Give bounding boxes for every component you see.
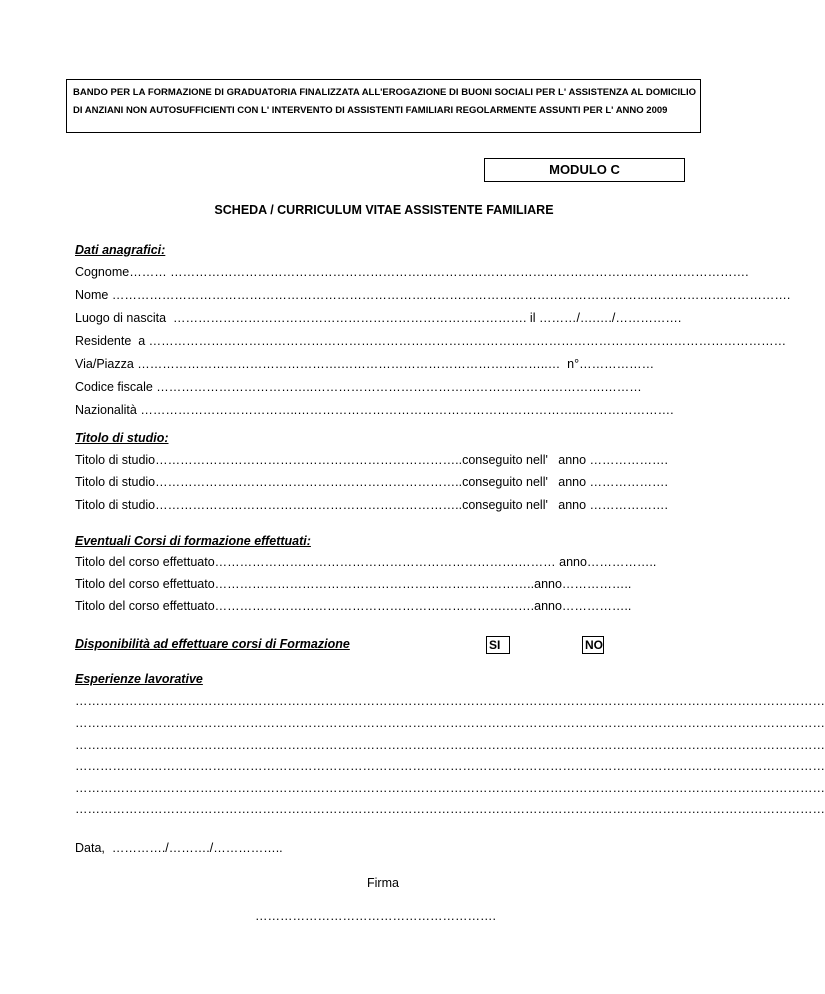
titolo-studio-field-1[interactable]: Titolo di studio………………………………………………………………..conseguito nell' anno ……………….: [75, 453, 669, 467]
esperienze-line-4[interactable]: ………………………………………………………………………………………………………………………………………………………………: [75, 759, 825, 773]
corso-field-3[interactable]: Titolo del corso effettuato…………………………………………………………….…….anno……………..: [75, 599, 632, 613]
data-field[interactable]: Data, …………./………./……………..: [75, 841, 283, 855]
esperienze-line-6[interactable]: ………………………………………………………………………………………………………………………………………………………………: [75, 802, 825, 816]
esperienze-line-2[interactable]: ………………………………………………………………………………………………………………………………………………………………: [75, 716, 825, 730]
nome-field[interactable]: Nome ……………………………………………………………………………………………………………………………………………….: [75, 288, 791, 302]
esperienze-line-1[interactable]: ………………………………………………………………………………………………………………………………………………………………: [75, 694, 825, 708]
esperienze-heading: Esperienze lavorative: [75, 672, 203, 686]
dati-anagrafici-heading: Dati anagrafici:: [75, 243, 166, 257]
disponibilita-heading: Disponibilità ad effettuare corsi di Formazione: [75, 637, 350, 651]
corsi-heading: Eventuali Corsi di formazione effettuati:: [75, 534, 311, 548]
no-checkbox[interactable]: NO: [582, 636, 604, 654]
residente-field[interactable]: Residente a ………………………………………………………………………………………………………………………………………: [75, 334, 787, 348]
corso-field-1[interactable]: Titolo del corso effettuato……………………………………………………………….……… anno……………..: [75, 555, 657, 569]
cognome-field[interactable]: Cognome……… ………………………………………………………………………………………………………………………….: [75, 265, 749, 279]
nazionalita-field[interactable]: Nazionalità ………………………………..…………………………………………………………...………………….: [75, 403, 674, 417]
document-title: SCHEDA / CURRICULUM VITAE ASSISTENTE FAMILIARE: [214, 203, 554, 217]
titolo-studio-field-3[interactable]: Titolo di studio………………………………………………………………..conseguito nell' anno ……………….: [75, 498, 669, 512]
corso-field-2[interactable]: Titolo del corso effettuato…………………………………………………………………..anno……………..: [75, 577, 632, 591]
modulo-label: MODULO C: [484, 158, 685, 182]
esperienze-line-3[interactable]: ………………………………………………………………………………………………………………………………………………………………: [75, 738, 825, 752]
luogo-nascita-field[interactable]: Luogo di nascita …………………………………………………………………………. il ………/….…./…………….: [75, 311, 682, 325]
bando-header: BANDO PER LA FORMAZIONE DI GRADUATORIA FINALIZZATA ALL'EROGAZIONE DI BUONI SOCIALI PER L' ASSISTENZA AL DOMICILIO DI ANZIANI NON AUTOSUFFICIENTI CON L' INTERVENTO DI ASSISTENTI FAMILIARI REGOLARMENTE ASSUNTI PER L' ANNO 2009: [66, 79, 701, 133]
titolo-studio-field-2[interactable]: Titolo di studio………………………………………………………………..conseguito nell' anno ……………….: [75, 475, 669, 489]
esperienze-line-5[interactable]: ………………………………………………………………………………………………………………………………………………………………: [75, 781, 825, 795]
codice-fiscale-field[interactable]: Codice fiscale ………………………………..…………………………………………………………….………: [75, 380, 642, 394]
firma-label: Firma: [367, 876, 399, 890]
firma-line[interactable]: ………………………………………………….: [255, 909, 496, 923]
titolo-studio-heading: Titolo di studio:: [75, 431, 169, 445]
via-piazza-field[interactable]: Via/Piazza ………………………………………….…………………………………………..… n°………………: [75, 357, 655, 371]
si-checkbox[interactable]: SI: [486, 636, 510, 654]
